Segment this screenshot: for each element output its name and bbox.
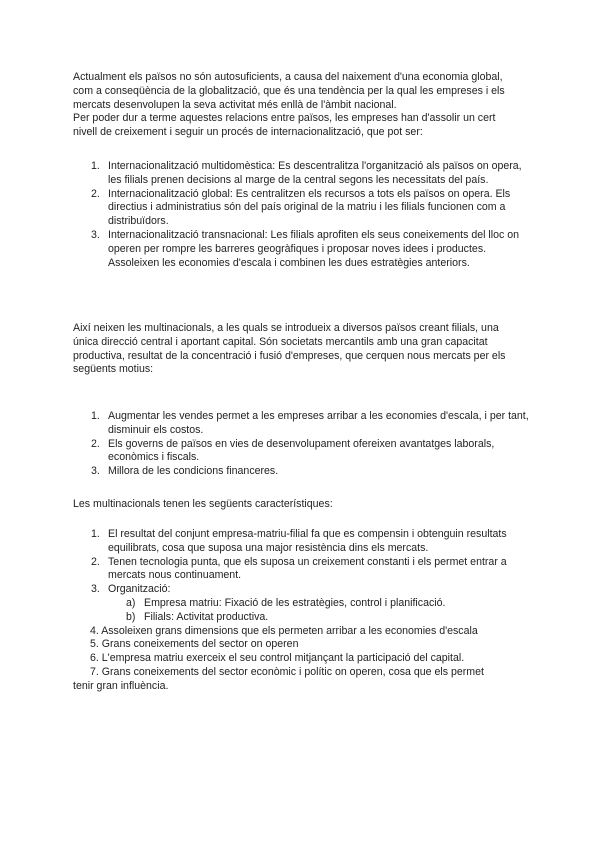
paragraph-line: següents motius: (73, 363, 154, 376)
motives-list (73, 410, 535, 479)
sub-list-letter: b) (126, 610, 136, 623)
list-item (73, 556, 535, 584)
list-item (73, 410, 535, 438)
sub-list-item (73, 611, 535, 625)
intro-line: Per poder dur a terme aquestes relacions entre països, les empreses han d'assolir un cert (73, 112, 496, 125)
intro-line: com a conseqüència de la globalització, que és una tendència per la qual les empreses i els (73, 84, 505, 97)
list-item-text: Augmentar les vendes permet a les empreses arribar a les economies d'escala, i per tant, disminuir els costos. (108, 410, 529, 436)
paragraph-line: productiva, resultat de la concentració i fusió d'empreses, que cerquen nous mercats per els (73, 349, 506, 362)
list-item-text: Millora de les condicions financeres. (108, 465, 279, 478)
paragraph-line: Així neixen les multinacionals, a les quals se introdueix a diversos països creant filials, una (73, 322, 499, 334)
intro-line: mercats desenvolupen la seva activitat més enllà de l'àmbit nacional. (73, 98, 397, 111)
intro-line: Actualment els països no són autosuficients, a causa del naixement d'una economia global, (73, 71, 503, 83)
intro-line: nivell de creixement i seguir un procés de internacionalització, que pot ser: (73, 126, 423, 139)
list-item (73, 160, 535, 188)
list-item (73, 583, 535, 597)
list-item-text: El resultat del conjunt empresa-matriu-filial fa que es compensin i obtenguin resultats equilibrats, cosa que suposa una major resistència dins els mercats. (108, 528, 507, 554)
list-item-text: Tenen tecnologia punta, que els suposa un creixement constanti i els permet entrar a mercats nous continuament. (108, 555, 507, 582)
list-item (73, 188, 535, 229)
list-item: 7. Grans coneixements del sector econòmic i polític on operen, cosa que els permet (90, 665, 484, 678)
list-item (73, 438, 535, 466)
paragraph-line: única direcció central i aportant capital. Són societats mercantils amb una gran capacitat (73, 335, 488, 348)
list-number: 1. (91, 528, 100, 540)
list-item-text: Internacionalització multidomèstica: Es descentralitza l'organització als països on opera, les filials prenen decisions al marge de la central segons les necessitats del país. (108, 160, 522, 186)
sub-list-item-text: Filials: Activitat productiva. (144, 610, 269, 623)
list-item: 5. Grans coneixements del sector on operen (90, 638, 299, 651)
list-number: 3. (91, 228, 100, 241)
list-number: 3. (91, 465, 100, 478)
internationalization-types-list (73, 160, 535, 270)
list-number: 3. (91, 583, 100, 596)
list-number: 2. (91, 437, 100, 450)
list-item (73, 465, 535, 479)
sub-list-item-text: Empresa matriu: Fixació de les estratègies, control i planificació. (144, 596, 446, 609)
list-item-text: Internacionalització transnacional: Les filials aprofiten els seus coneixements del lloc on operen per rompre les barreres geogràfiques i proposar noves idees i productes. Assoleixen les economies d'escala i combinen les dues estratègies anteriors. (108, 228, 520, 269)
multinationals-paragraph (73, 322, 535, 377)
list-number: 1. (91, 410, 100, 422)
list-item-text: Internacionalització global: Es centralitzen els recursos a tots els països on opera. Els directius i administratius són del país original de la matriu i les filials funcionen com a distribuïdors. (108, 187, 511, 228)
list-number: 2. (91, 555, 100, 568)
sub-list-letter: a) (126, 596, 136, 609)
list-item-continuation: tenir gran influència. (73, 679, 169, 692)
list-item: 4. Assoleixen grans dimensions que els permeten arribar a les economies d'escala (90, 624, 478, 637)
list-item-text: Organització: (108, 583, 171, 596)
sub-list-item (73, 597, 535, 611)
list-item (73, 528, 535, 556)
list-number: 2. (91, 187, 100, 200)
characteristics-heading: Les multinacionals tenen les següents característiques: (73, 498, 333, 510)
intro-paragraph (73, 71, 535, 140)
list-item-text: Els governs de països en vies de desenvolupament ofereixen avantatges laborals, econòmics i fiscals. (108, 437, 495, 464)
characteristics-list (73, 528, 535, 694)
list-item (73, 229, 535, 270)
list-item: 6. L'empresa matriu exerceix el seu control mitjançant la participació del capital. (90, 652, 465, 665)
list-number: 1. (91, 160, 100, 172)
